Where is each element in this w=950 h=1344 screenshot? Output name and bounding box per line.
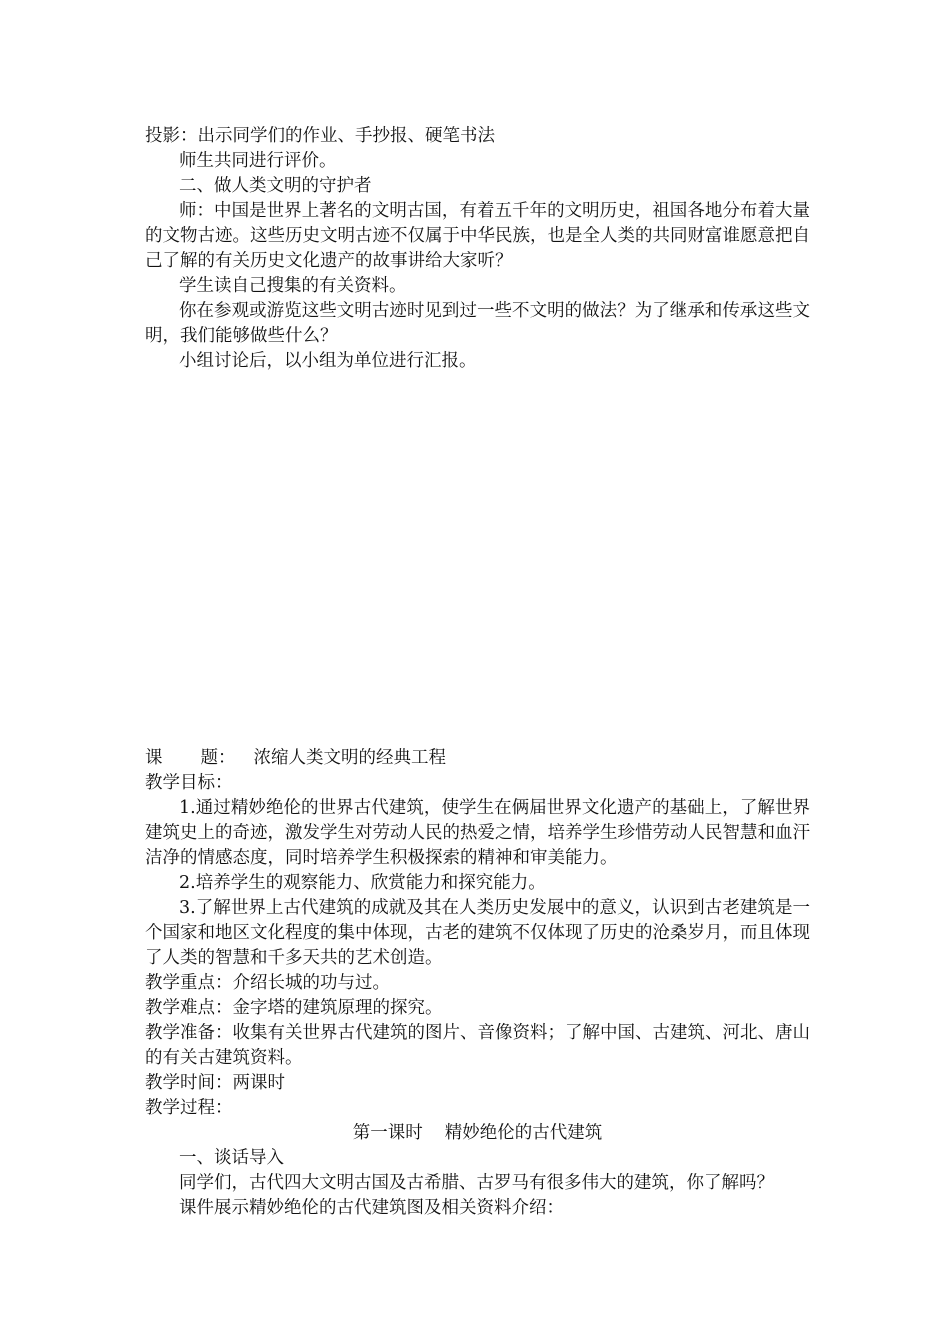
process-label: 教学过程： [145,1098,233,1118]
paragraph-question: 你在参观或游览这些文明古迹时见到过一些不文明的做法？为了继承和传承这些文明，我们能够做些什么？ [145,301,810,346]
objective-3: 3.了解世界上古代建筑的成就及其在人类历史发展中的意义，认识到古老建筑是一个国家和地区文化程度的集中体现，古老的建筑不仅体现了历史的沧桑岁月，而且体现了人类的智慧和千多天共的艺术创造。 [145,898,810,968]
paragraph-evaluation: 师生共同进行评价。 [179,151,337,171]
courseware-text: 课件展示精妙绝伦的古代建筑图及相关资料介绍： [179,1198,564,1218]
paragraph-projection: 投影：出示同学们的作业、手抄报、硬笔书法 [145,126,495,146]
objective-1: 1.通过精妙绝伦的世界古代建筑，使学生在俩届世界文化遗产的基础上，了解世界建筑史上的奇迹，激发学生对劳动人民的热爱之情，培养学生珍惜劳动人民智慧和血汗洁净的情感态度，同时培养学生积极探索的精神和审美能力。 [145,798,810,868]
objective-2: 2.培养学生的观察能力、欣赏能力和探究能力。 [179,873,546,893]
paragraph-group-discussion: 小组讨论后，以小组为单位进行汇报。 [179,351,477,371]
section-guardian-of-civilization [145,124,810,374]
intro-heading: 一、谈话导入 [179,1148,284,1168]
preparation: 教学准备：收集有关世界古代建筑的图片、音像资料；了解中国、古建筑、河北、唐山的有关古建筑资料。 [145,1023,810,1068]
lesson-title: 精妙绝伦的古代建筑 [444,1123,603,1143]
topic-label-ke: 课 [145,748,163,768]
section-lesson-plan [145,746,810,1221]
topic-label-ti: 题： [200,748,236,768]
paragraph-students-read: 学生读自己搜集的有关资料。 [179,276,407,296]
objectives-label: 教学目标： [145,773,233,793]
intro-text: 同学们，古代四大文明古国及古希腊、古罗马有很多伟大的建筑，你了解吗？ [179,1173,774,1193]
lesson-topic-line [145,746,810,771]
heading-guardian: 二、做人类文明的守护者 [179,176,372,196]
teaching-time: 教学时间：两课时 [145,1073,285,1093]
lesson-label: 第一课时 [352,1123,423,1143]
paragraph-teacher-intro: 师：中国是世界上著名的文明古国，有着五千年的文明历史，祖国各地分布着大量的文物古迹。这些历史文明古迹不仅属于中华民族，也是全人类的共同财富谁愿意把自己了解的有关历史文化遗产的故事讲给大家听？ [145,201,810,271]
topic-value: 浓缩人类文明的经典工程 [253,748,446,768]
difficulty: 教学难点：金字塔的建筑原理的探究。 [145,998,443,1018]
lesson-heading [145,1121,810,1146]
key-point: 教学重点：介绍长城的功与过。 [145,973,390,993]
